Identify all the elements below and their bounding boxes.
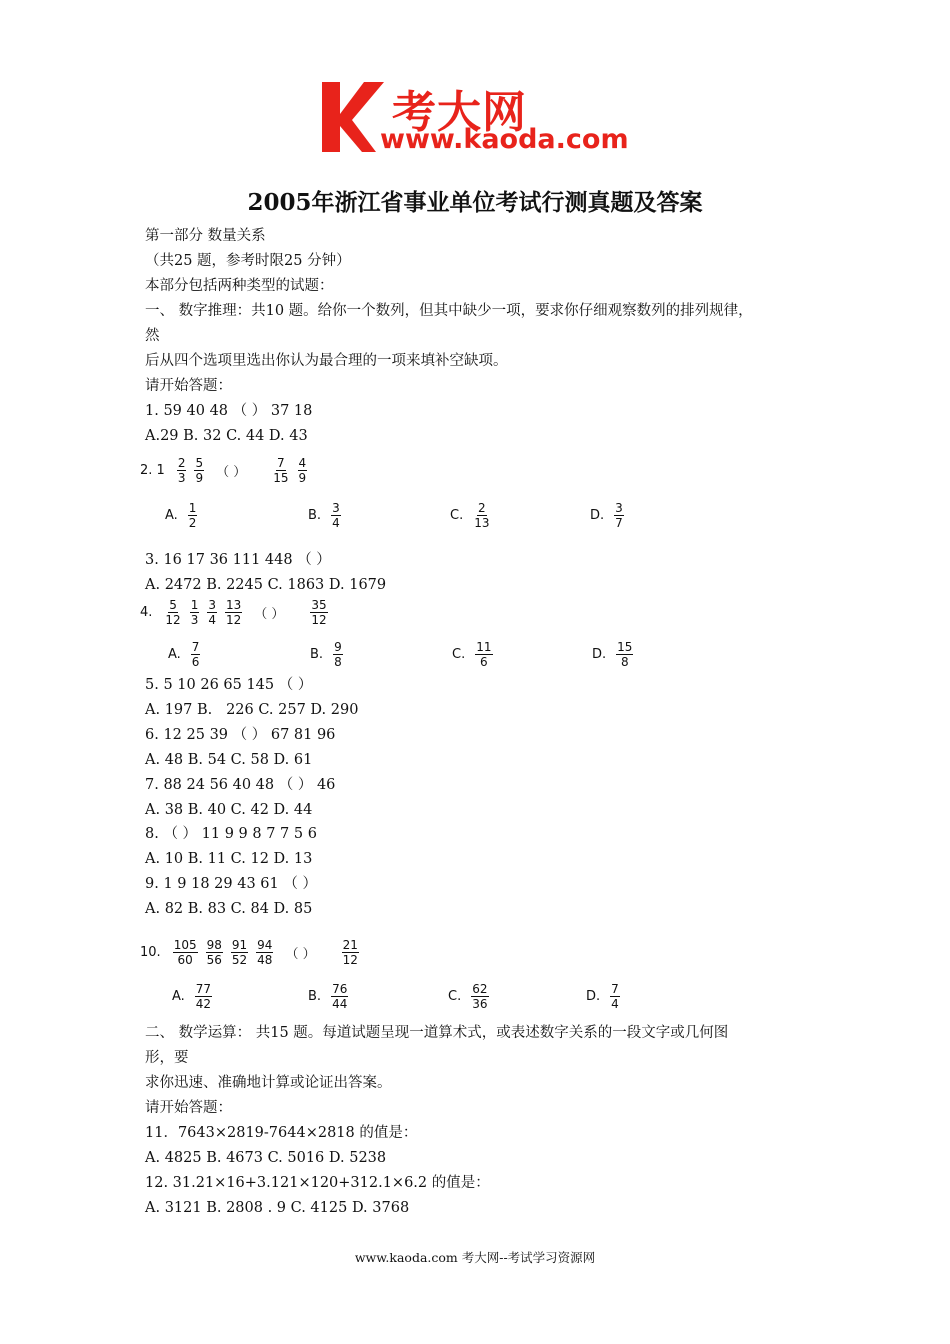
answer-options-7: A. 38 B. 40 C. 42 D. 44 xyxy=(145,802,313,818)
option-a: A. $\frac{77}{42}$ xyxy=(172,981,212,1011)
question-12: 12. 31.21×16+3.121×120+312.1×6.2 的值是： xyxy=(145,1175,490,1191)
kaoda-logo xyxy=(318,80,638,160)
fraction: $\frac{35}{12}$ xyxy=(311,597,327,627)
k-letter-icon xyxy=(318,80,388,154)
answer-options-6: A. 48 B. 54 C. 58 D. 61 xyxy=(145,752,313,768)
fraction: $\frac{5}{9}$ xyxy=(195,455,204,485)
question-5: 5. 5 10 26 65 145 （ ） xyxy=(145,677,313,693)
section1-instruction-cont: 然 xyxy=(145,328,160,344)
option-c: C. $\frac{11}{6}$ xyxy=(452,639,492,669)
answer-options-8: A. 10 B. 11 C. 12 D. 13 xyxy=(145,851,313,867)
intro-text: 本部分包括两种类型的试题： xyxy=(145,278,334,294)
section2-instruction-cont2: 求你迅速、准确地计算或论证出答案。 xyxy=(145,1075,392,1091)
option-a: A. $\frac{7}{6}$ xyxy=(168,639,200,669)
answer-options-9: A. 82 B. 83 C. 84 D. 85 xyxy=(145,901,313,917)
answer-options-3: A. 2472 B. 2245 C. 1863 D. 1679 xyxy=(145,577,387,593)
fraction: $\frac{5}{12}$ xyxy=(165,597,181,627)
logo-url: www.kaoda.com xyxy=(380,124,629,155)
question-6: 6. 12 25 39 （ ） 67 81 96 xyxy=(145,727,336,743)
fraction: $\frac{1}{3}$ xyxy=(190,597,199,627)
question-2 xyxy=(140,450,311,490)
option-b: B. $\frac{3}{4}$ xyxy=(308,500,340,530)
question-9: 9. 1 9 18 29 43 61 （ ） xyxy=(145,876,317,892)
fraction: $\frac{98}{56}$ xyxy=(206,937,222,967)
option-a: A. $\frac{1}{2}$ xyxy=(165,500,197,530)
fraction: $\frac{7}{15}$ xyxy=(273,455,289,485)
option-b: B. $\frac{9}{8}$ xyxy=(310,639,342,669)
question-10 xyxy=(140,932,363,972)
option-b: B. $\frac{76}{44}$ xyxy=(308,981,348,1011)
question-7: 7. 88 24 56 40 48 （ ） 46 xyxy=(145,777,336,793)
question-11: 11．7643×2819-7644×2818 的值是： xyxy=(145,1125,418,1141)
fraction: $\frac{94}{48}$ xyxy=(257,937,273,967)
section1-instruction: 一、 数字推理：共10 题。给你一个数列，但其中缺少一项，要求你仔细观察数列的排列规律， xyxy=(145,303,753,319)
section2-instruction: 二、 数学运算： 共15 题。每道试题呈现一道算术式，或表述数字关系的一段文字或几何图 xyxy=(145,1025,729,1041)
answer-options-1: A.29 B. 32 C. 44 D. 43 xyxy=(145,428,308,444)
part-heading: 第一部分 数量关系 xyxy=(145,228,266,244)
option-d: D. $\frac{3}{7}$ xyxy=(590,500,623,530)
blank-paren: （ ） xyxy=(285,946,316,962)
question-1: 1. 59 40 48 （ ） 37 18 xyxy=(145,403,313,419)
part-note: （共25 题，参考时限25 分钟） xyxy=(145,253,351,269)
fraction: $\frac{4}{9}$ xyxy=(298,455,307,485)
option-d: D. $\frac{15}{8}$ xyxy=(592,639,633,669)
question-2-label: 2. 1 xyxy=(140,462,165,478)
fraction: $\frac{2}{3}$ xyxy=(177,455,186,485)
section2-instruction-cont: 形，要 xyxy=(145,1050,189,1066)
blank-paren: （ ） xyxy=(254,606,285,622)
page-footer: www.kaoda.com 考大网--考试学习资源网 xyxy=(354,1250,596,1265)
question-10-label: 10. xyxy=(140,944,161,960)
fraction: $\frac{13}{12}$ xyxy=(225,597,242,627)
fraction: $\frac{91}{52}$ xyxy=(231,937,248,967)
question-8: 8. （ ） 11 9 9 8 7 7 5 6 xyxy=(145,826,317,842)
answer-options-11: A. 4825 B. 4673 C. 5016 D. 5238 xyxy=(145,1150,387,1166)
question-4 xyxy=(140,592,332,632)
answer-options-12: A. 3121 B. 2808 . 9 C. 4125 D. 3768 xyxy=(145,1200,410,1216)
question-4-label: 4. xyxy=(140,604,153,620)
fraction: $\frac{21}{12}$ xyxy=(342,937,358,967)
option-c: C. $\frac{2}{13}$ xyxy=(450,500,490,530)
section1-instruction-cont2: 后从四个选项里选出你认为最合理的一项来填补空缺项。 xyxy=(145,353,508,369)
question-3: 3. 16 17 36 111 448 （ ） xyxy=(145,552,331,568)
start-prompt-2: 请开始答题： xyxy=(145,1100,232,1116)
option-d: D. $\frac{7}{4}$ xyxy=(586,981,619,1011)
blank-paren: （ ） xyxy=(216,464,247,480)
fraction: $\frac{105}{60}$ xyxy=(173,937,197,967)
option-c: C. $\frac{62}{36}$ xyxy=(448,981,488,1011)
answer-options-5: A. 197 B. 226 C. 257 D. 290 xyxy=(145,702,359,718)
fraction: $\frac{3}{4}$ xyxy=(208,597,216,627)
start-prompt: 请开始答题： xyxy=(145,378,232,394)
logo-chinese-text: 考大网 xyxy=(392,87,527,138)
page-title: 2005年浙江省事业单位考试行测真题及答案 xyxy=(247,189,703,216)
